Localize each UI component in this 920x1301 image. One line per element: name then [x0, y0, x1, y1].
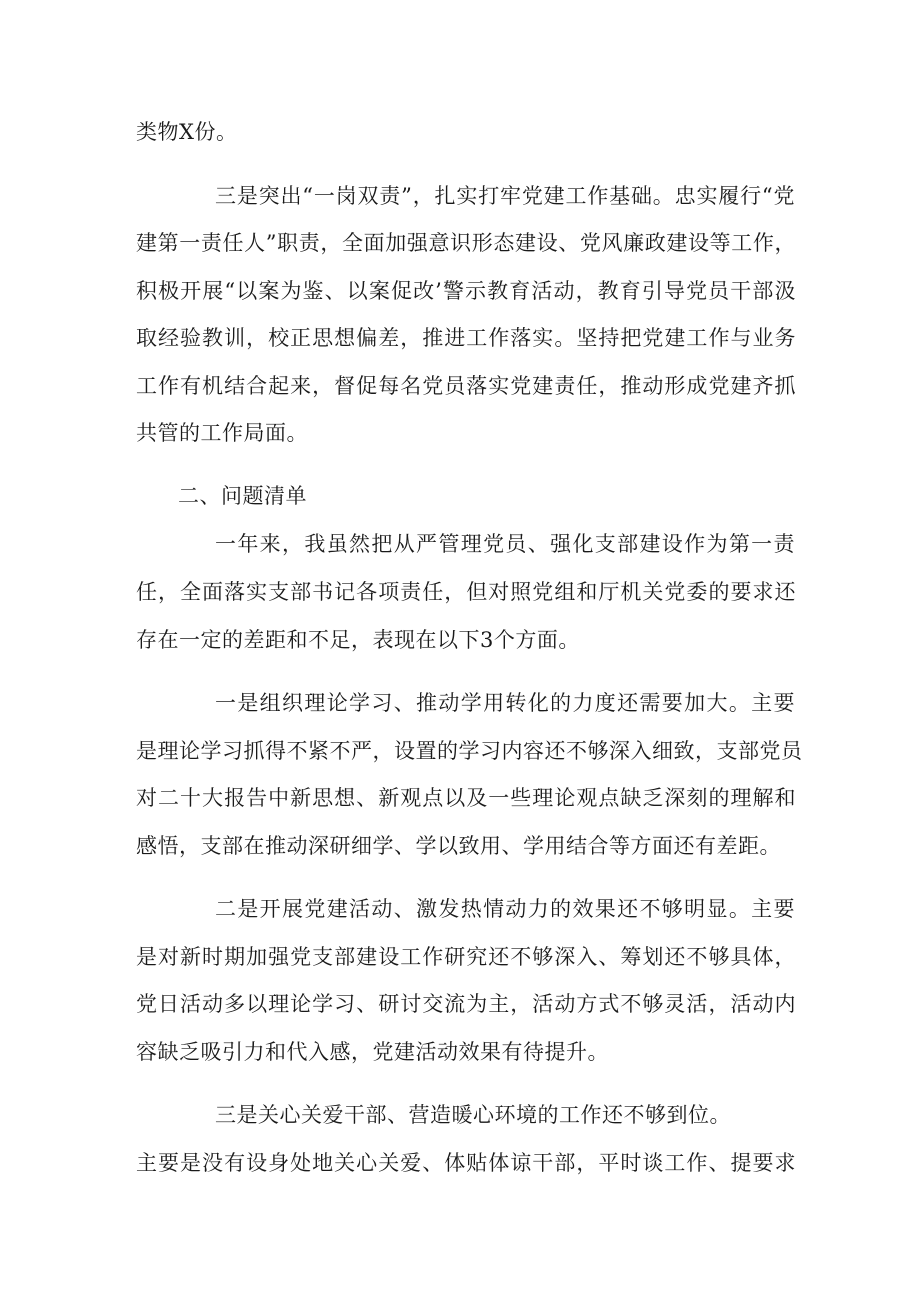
text-line: 党日活动多以理论学习、研讨交流为主，活动方式不够灵活，活动内: [136, 992, 796, 1016]
text-line: 一年来，我虽然把从严管理党员、强化支部建设作为第一责: [215, 532, 795, 556]
text-line: 容缺乏吸引力和代入感，党建活动效果有待提升。: [136, 1040, 609, 1064]
text-line: 任，全面落实支部书记各项责任，但对照党组和厅机关党委的要求还: [136, 580, 796, 604]
text-line: 三是突出“一岗双责”，扎实打牢党建工作基础。忠实履行“党: [215, 184, 795, 208]
text-line: 二是开展党建活动、激发热情动力的效果还不够明显。主要: [215, 897, 795, 921]
text-line: 类物X份。: [136, 120, 238, 144]
text-line: 工作有机结合起来，督促每名党员落实党建责任，推动形成党建齐抓: [136, 374, 796, 398]
section-heading: 二、问题清单: [178, 484, 307, 508]
text-line: 一是组织理论学习、推动学用转化的力度还需要加大。主要: [215, 691, 795, 715]
text-line: 共管的工作局面。: [136, 421, 308, 445]
text-line: 是对新时期加强党支部建设工作研究还不够深入、筹划还不够具体，: [136, 945, 796, 969]
text-line: 建第一责任人”职责，全面加强意识形态建设、党风廉政建设等工作，: [136, 231, 796, 255]
text-line: 存在一定的差距和不足，表现在以下3个方面。: [136, 628, 580, 652]
text-line: 三是关心关爱干部、营造暖心环境的工作还不够到位。: [215, 1103, 731, 1127]
text-line: 是理论学习抓得不紧不严，设置的学习内容还不够深入细致，支部党员: [136, 739, 803, 763]
text-line: 感悟，支部在推动深研细学、学以致用、学用结合等方面还有差距。: [136, 834, 781, 858]
text-line: 积极开展“以案为鉴、以案促改’警示教育活动，教育引导党员干部汲: [136, 279, 796, 303]
text-line: 取经验教训，校正思想偏差，推进工作落实。坚持把党建工作与业务: [136, 326, 796, 350]
text-line: 主要是没有设身处地关心关爱、体贴体谅干部，平时谈工作、提要求: [136, 1151, 796, 1175]
text-line: 对二十大报告中新思想、新观点以及一些理论观点缺乏深刻的理解和: [136, 786, 796, 810]
